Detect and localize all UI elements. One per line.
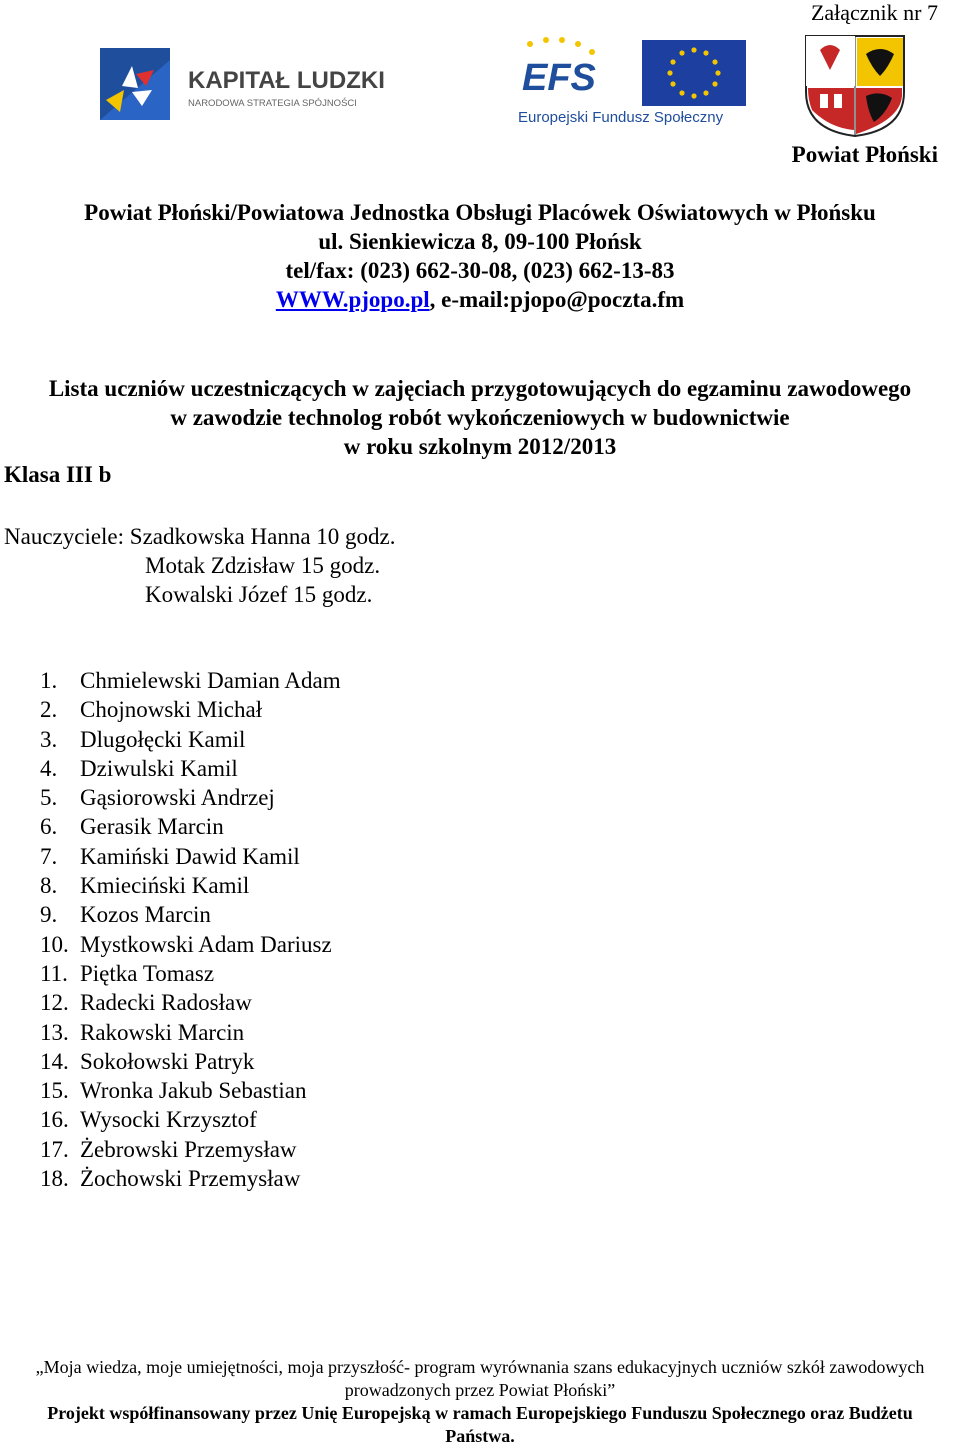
list-item (40, 959, 341, 988)
list-number: 1. (40, 668, 58, 693)
student-name: Wronka Jakub Sebastian (80, 1078, 307, 1104)
list-number: 16. (40, 1107, 69, 1133)
list-number: 18. (40, 1166, 69, 1192)
student-name: Dziwulski Kamil (80, 755, 238, 781)
kapital-ludzki-title: KAPITAŁ LUDZKI (188, 67, 385, 94)
student-name: Rakowski Marcin (80, 1019, 245, 1045)
title-line-2: w zawodzie technolog robót wykończeniowych w budownictwie (170, 405, 790, 430)
institution-phone: tel/fax: (023) 662-30-08, (023) 662-13-83 (285, 258, 675, 283)
list-item (40, 754, 341, 783)
list-item (40, 812, 341, 841)
student-name: Gerasik Marcin (80, 814, 224, 840)
student-name: Kmieciński Kamil (80, 873, 250, 899)
list-number: 17. (40, 1136, 69, 1162)
list-item (40, 1164, 341, 1193)
website-link[interactable]: WWW.pjopo.pl (275, 287, 430, 312)
page-footer (0, 1356, 960, 1448)
list-number: 15. (40, 1078, 69, 1104)
list-number: 9. (40, 902, 58, 928)
list-item (40, 725, 341, 754)
institution-name: Powiat Płoński/Powiatowa Jednostka Obsługi Placówek Oświatowych w Płońsku (84, 200, 876, 225)
efs-caption: Europejski Fundusz Społeczny (518, 109, 724, 126)
email-text: , e-mail:pjopo@poczta.fm (429, 287, 685, 312)
institution-address: ul. Sienkiewicza 8, 09-100 Płońsk (318, 229, 642, 254)
list-number: 3. (40, 726, 58, 752)
student-name: Chojnowski Michał (80, 697, 263, 723)
student-name: Dlugołęcki Kamil (80, 726, 246, 752)
efs-emblem-icon (500, 28, 770, 138)
student-name: Sokołowski Patryk (80, 1048, 255, 1074)
students-list (40, 666, 341, 1193)
student-name: Gąsiorowski Andrzej (80, 785, 275, 811)
list-item (40, 900, 341, 929)
student-name: Wysocki Krzysztof (80, 1107, 257, 1133)
student-name: Żochowski Przemysław (80, 1166, 301, 1192)
list-item (40, 666, 341, 695)
footer-program: „Moja wiedza, moje umiejętności, moja przyszłość- program wyrównania szans edukacyjnych uczniów szkół zawodowych (35, 1357, 925, 1377)
kapital-ludzki-subtitle: NARODOWA STRATEGIA SPÓJNOŚCI (188, 98, 357, 109)
list-item (40, 988, 341, 1017)
kapital-ludzki-logo (92, 40, 422, 128)
teachers-label: Nauczyciele: (4, 524, 130, 549)
powiat-plonski-crest-icon (800, 30, 910, 140)
footer-program-cont: prowadzonych przez Powiat Płoński” (344, 1380, 616, 1400)
student-name: Chmielewski Damian Adam (80, 668, 341, 693)
powiat-label: Powiat Płoński (791, 142, 938, 167)
list-number: 2. (40, 697, 58, 723)
title-line-3: w roku szkolnym 2012/2013 (343, 434, 617, 459)
teacher-row (4, 580, 396, 609)
list-number: 12. (40, 990, 69, 1016)
list-number: 4. (40, 755, 58, 781)
efs-abbr: EFS (522, 57, 596, 99)
list-number: 6. (40, 814, 58, 840)
list-item (40, 1047, 341, 1076)
list-item (40, 783, 341, 812)
student-name: Kozos Marcin (80, 902, 211, 928)
list-number: 10. (40, 931, 69, 957)
list-item (40, 842, 341, 871)
list-item (40, 1105, 341, 1134)
student-name: Żebrowski Przemysław (80, 1136, 297, 1162)
footer-funding-cont: Państwa. (445, 1426, 515, 1446)
list-item (40, 930, 341, 959)
list-number: 7. (40, 843, 58, 869)
teacher-name: Motak Zdzisław 15 godz. (145, 553, 381, 578)
list-item (40, 1018, 341, 1047)
student-name: Piętka Tomasz (80, 960, 215, 986)
list-number: 14. (40, 1048, 69, 1074)
teachers-list (4, 522, 396, 609)
document-title (0, 374, 960, 461)
teacher-name: Kowalski Józef 15 godz. (145, 582, 373, 607)
teacher-name: Szadkowska Hanna 10 godz. (129, 524, 396, 549)
institution-header (0, 198, 960, 314)
attachment-number: Załącznik nr 7 (810, 0, 938, 25)
list-number: 13. (40, 1019, 69, 1045)
institution-contact (0, 285, 960, 314)
footer-funding: Projekt współfinansowany przez Unię Europejską w ramach Europejskiego Funduszu Społecznego oraz Budżetu (47, 1403, 913, 1423)
teacher-row (4, 551, 396, 580)
student-name: Radecki Radosław (80, 990, 252, 1016)
list-number: 11. (40, 960, 68, 986)
list-number: 5. (40, 785, 58, 811)
list-item (40, 1076, 341, 1105)
student-name: Mystkowski Adam Dariusz (80, 931, 332, 957)
kapital-ludzki-emblem-icon (92, 40, 422, 128)
title-line-1: Lista uczniów uczestniczących w zajęciach przygotowujących do egzaminu zawodowego (48, 376, 912, 401)
list-number: 8. (40, 873, 58, 899)
student-name: Kamiński Dawid Kamil (80, 843, 300, 869)
list-item (40, 1135, 341, 1164)
teacher-row (4, 522, 396, 551)
list-item (40, 871, 341, 900)
class-label: Klasa III b (4, 462, 112, 487)
efs-logo (500, 28, 770, 138)
list-item (40, 695, 341, 724)
